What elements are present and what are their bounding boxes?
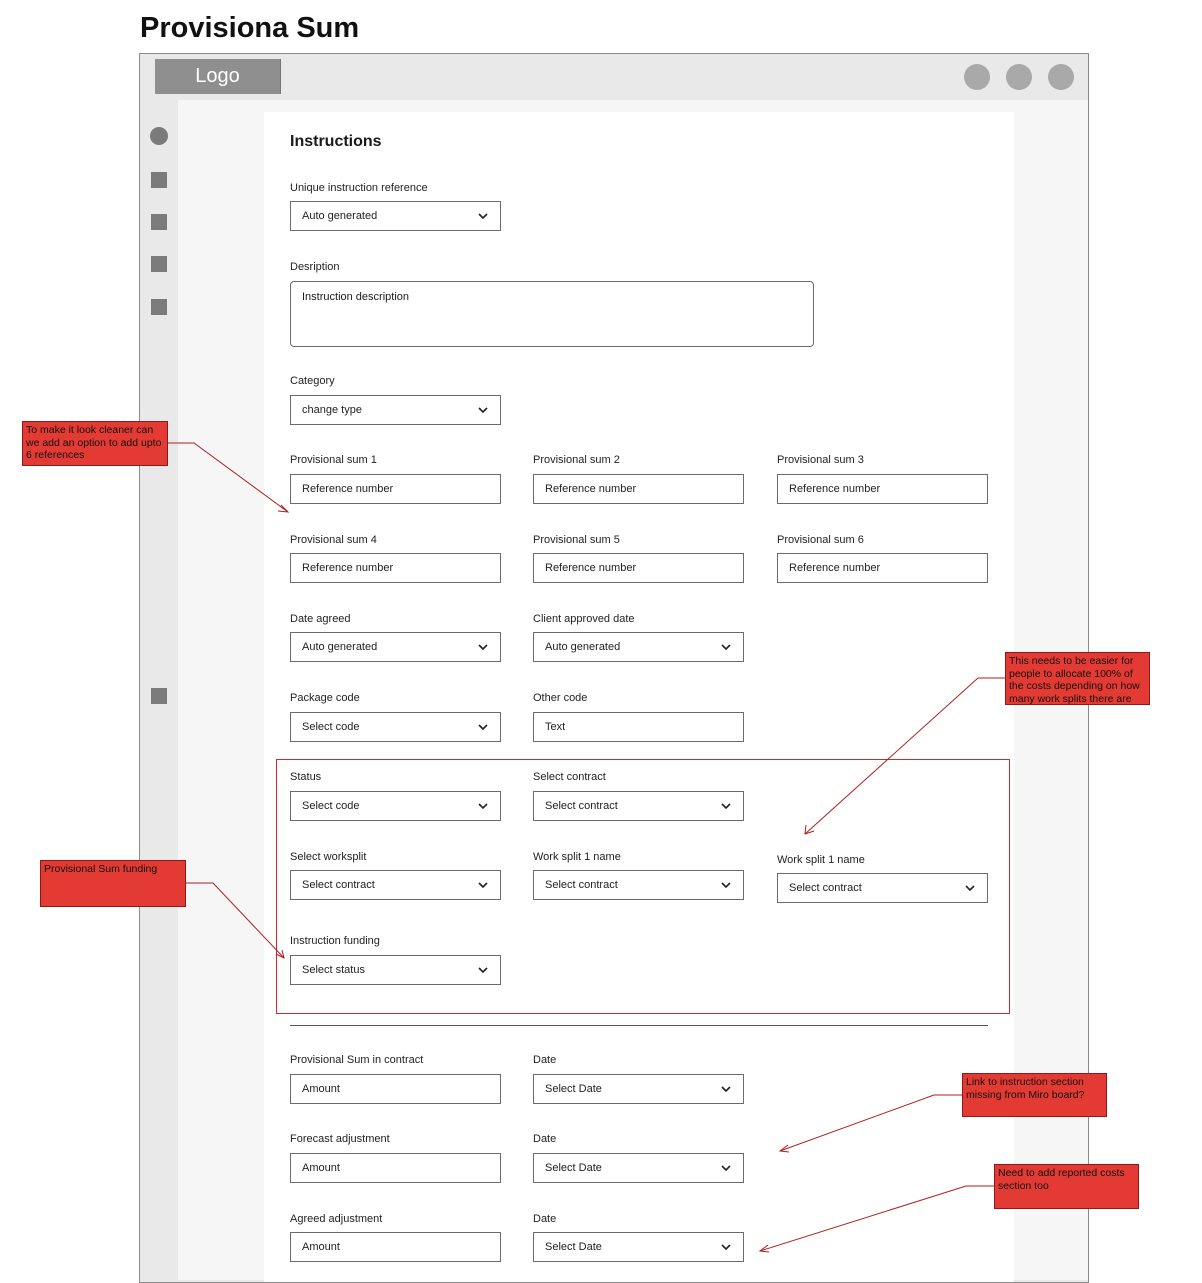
chevron-down-icon xyxy=(720,1163,732,1173)
provisional-sum-input[interactable] xyxy=(777,553,988,583)
annotation-note: Need to add reported costs section too xyxy=(994,1164,1139,1209)
ps-in-contract-label: Provisional Sum in contract xyxy=(290,1054,424,1066)
instruction-funding-select[interactable] xyxy=(290,955,501,985)
agreed-adjustment-value: Amount xyxy=(302,1241,340,1253)
package-code-label: Package code xyxy=(290,692,360,704)
section-divider xyxy=(290,1025,988,1026)
annotation-note: To make it look cleaner can we add an option to add upto 6 references xyxy=(22,421,168,466)
date-select[interactable] xyxy=(533,1153,744,1183)
chevron-down-icon xyxy=(477,880,489,890)
date-label: Date xyxy=(533,1054,557,1066)
work-split-name-select[interactable] xyxy=(777,873,988,903)
status-select[interactable] xyxy=(290,791,501,821)
client-approved-date-label: Client approved date xyxy=(533,613,635,625)
sidebar-avatar-icon[interactable] xyxy=(150,127,168,145)
unique-ref-label: Unique instruction reference xyxy=(290,182,428,194)
chevron-down-icon xyxy=(964,883,976,893)
provisional-sum-label: Provisional sum 4 xyxy=(290,534,377,546)
date-select[interactable] xyxy=(533,1232,744,1262)
package-code-select[interactable] xyxy=(290,712,501,742)
sidebar-settings-icon[interactable] xyxy=(151,688,167,704)
date-value: Select Date xyxy=(545,1241,602,1253)
chevron-down-icon xyxy=(720,880,732,890)
window-control-icon[interactable] xyxy=(1006,64,1032,90)
client-approved-date-select[interactable] xyxy=(533,632,744,662)
select-worksplit-label: Select worksplit xyxy=(290,851,367,863)
chevron-down-icon xyxy=(720,1242,732,1252)
chevron-down-icon xyxy=(477,722,489,732)
forecast-adjustment-label: Forecast adjustment xyxy=(290,1133,390,1145)
logo[interactable]: Logo xyxy=(155,59,281,94)
date-label: Date xyxy=(533,1213,557,1225)
chevron-down-icon xyxy=(477,965,489,975)
package-code-value: Select code xyxy=(302,721,360,733)
chevron-down-icon xyxy=(477,405,489,415)
work-split-name-value: Select contract xyxy=(789,882,862,894)
date-value: Select Date xyxy=(545,1083,602,1095)
unique-ref-select[interactable] xyxy=(290,201,501,231)
provisional-sum-label: Provisional sum 5 xyxy=(533,534,620,546)
provisional-sum-label: Provisional sum 6 xyxy=(777,534,864,546)
category-select[interactable] xyxy=(290,395,501,425)
agreed-adjustment-input[interactable] xyxy=(290,1232,501,1262)
date-agreed-label: Date agreed xyxy=(290,613,351,625)
work-split-name-value: Select contract xyxy=(545,879,618,891)
date-select[interactable] xyxy=(533,1074,744,1104)
status-label: Status xyxy=(290,771,322,783)
select-contract-label: Select contract xyxy=(533,771,606,783)
date-value: Select Date xyxy=(545,1162,602,1174)
worksplit-select[interactable] xyxy=(290,870,501,900)
agreed-adjustment-label: Agreed adjustment xyxy=(290,1213,383,1225)
ps-in-contract-input[interactable] xyxy=(290,1074,501,1104)
contract-select[interactable] xyxy=(533,791,744,821)
provisional-sum-value: Reference number xyxy=(789,483,881,495)
provisional-sum-value: Reference number xyxy=(545,562,637,574)
work-split-name-label: Work split 1 name xyxy=(533,851,621,863)
other-code-value: Text xyxy=(545,721,566,733)
work-split-name-label: Work split 1 name xyxy=(777,854,865,866)
window-control-icon[interactable] xyxy=(1048,64,1074,90)
chevron-down-icon xyxy=(720,801,732,811)
other-code-label: Other code xyxy=(533,692,588,704)
category-label: Category xyxy=(290,375,335,387)
instruction-funding-value: Select status xyxy=(302,964,365,976)
window-control-icon[interactable] xyxy=(964,64,990,90)
chevron-down-icon xyxy=(720,1084,732,1094)
date-agreed-value: Auto generated xyxy=(302,641,378,653)
description-textarea[interactable]: Instruction description xyxy=(290,281,814,347)
chevron-down-icon xyxy=(720,642,732,652)
form-heading: Instructions xyxy=(290,133,382,150)
instruction-funding-label: Instruction funding xyxy=(290,935,380,947)
forecast-adjustment-input[interactable] xyxy=(290,1153,501,1183)
other-code-input[interactable] xyxy=(533,712,744,742)
forecast-adjustment-value: Amount xyxy=(302,1162,340,1174)
sidebar-nav-icon[interactable] xyxy=(151,214,167,230)
provisional-sum-value: Reference number xyxy=(302,562,394,574)
provisional-sum-input[interactable] xyxy=(777,474,988,504)
worksplit-value: Select contract xyxy=(302,879,375,891)
sidebar xyxy=(140,100,178,730)
date-agreed-select[interactable] xyxy=(290,632,501,662)
client-approved-date-value: Auto generated xyxy=(545,641,621,653)
chevron-down-icon xyxy=(477,801,489,811)
annotation-note: Provisional Sum funding xyxy=(40,860,186,907)
provisional-sum-value: Reference number xyxy=(302,483,394,495)
unique-ref-value: Auto generated xyxy=(302,210,378,222)
provisional-sum-value: Reference number xyxy=(545,483,637,495)
provisional-sum-input[interactable] xyxy=(533,553,744,583)
provisional-sum-label: Provisional sum 1 xyxy=(290,454,377,466)
annotation-note: Link to instruction section missing from Miro board? xyxy=(962,1073,1107,1117)
provisional-sum-label: Provisional sum 3 xyxy=(777,454,864,466)
work-split-name-select[interactable] xyxy=(533,870,744,900)
contract-value: Select contract xyxy=(545,800,618,812)
description-label: Desription xyxy=(290,261,340,273)
sidebar-nav-icon[interactable] xyxy=(151,172,167,188)
annotation-note: This needs to be easier for people to allocate 100% of the costs depending on how many work splits there are xyxy=(1005,652,1150,705)
category-value: change type xyxy=(302,404,362,416)
chevron-down-icon xyxy=(477,642,489,652)
provisional-sum-input[interactable] xyxy=(290,553,501,583)
sidebar-nav-icon[interactable] xyxy=(151,299,167,315)
provisional-sum-label: Provisional sum 2 xyxy=(533,454,620,466)
ps-in-contract-value: Amount xyxy=(302,1083,340,1095)
page-title: Provisiona Sum xyxy=(140,12,360,44)
date-label: Date xyxy=(533,1133,557,1145)
status-value: Select code xyxy=(302,800,360,812)
provisional-sum-value: Reference number xyxy=(789,562,881,574)
provisional-sum-input[interactable] xyxy=(290,474,501,504)
chevron-down-icon xyxy=(477,211,489,221)
sidebar-nav-icon[interactable] xyxy=(151,256,167,272)
provisional-sum-input[interactable] xyxy=(533,474,744,504)
